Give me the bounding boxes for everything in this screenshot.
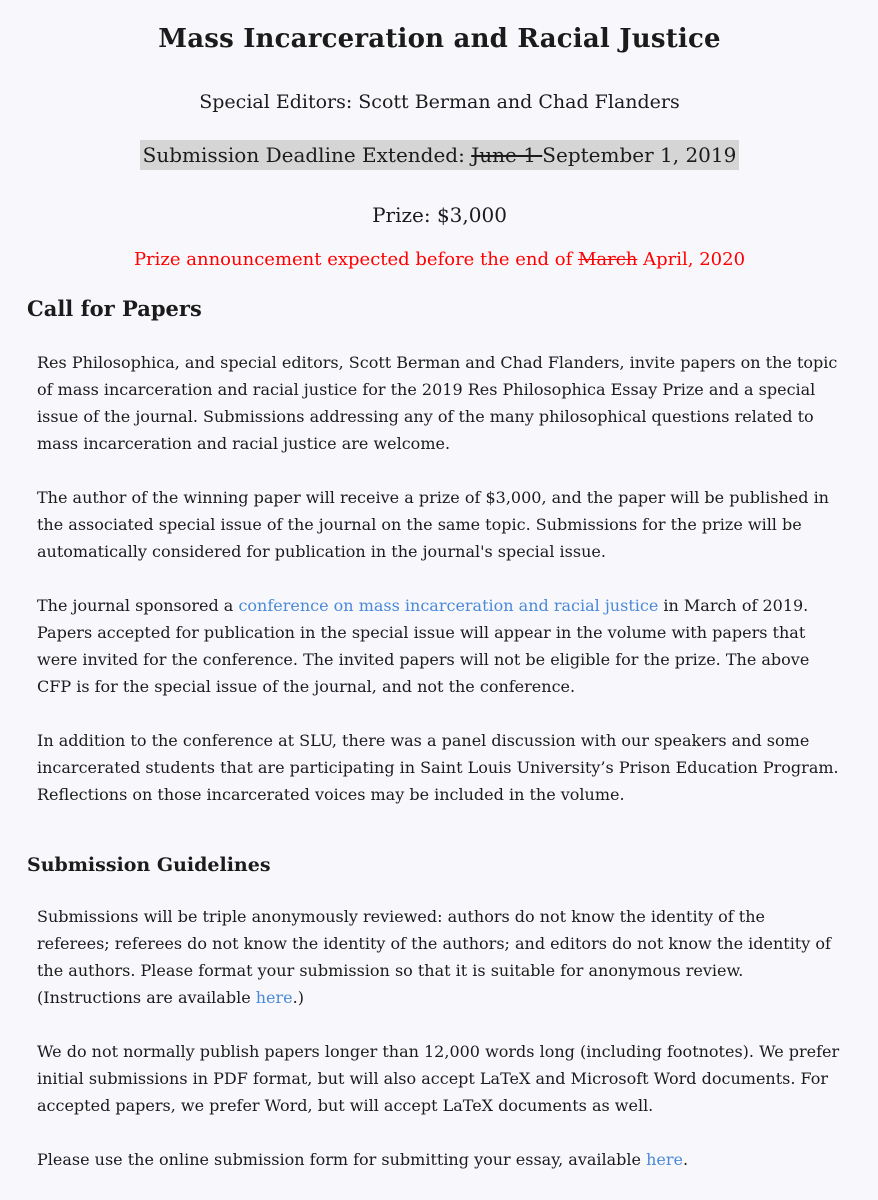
review-post-text: .) — [292, 988, 304, 1007]
editors-line: Special Editors: Scott Berman and Chad Flanders — [199, 91, 680, 113]
announcement-new-date: April, 2020 — [637, 249, 746, 270]
call-for-papers-heading: Call for Papers — [27, 296, 202, 321]
instructions-link[interactable]: here — [255, 988, 293, 1007]
deadline-highlight — [140, 140, 740, 170]
paragraph-anonymous-review — [37, 903, 841, 1011]
paragraph-panel-discussion: In addition to the conference at SLU, there was a panel discussion with our speakers and some incarcerated students that are participating in Saint Louis University’s Prison Education Program. Reflections on those incarcerated voices may be included in the volume. — [37, 731, 839, 804]
deadline-line — [27, 143, 852, 167]
conference-link[interactable]: conference on mass incarceration and racial justice — [238, 596, 659, 615]
submit-post-text: . — [682, 1150, 689, 1169]
prize-announcement-line — [27, 249, 852, 270]
paragraph-intro: Res Philosophica, and special editors, Scott Berman and Chad Flanders, invite papers on the topic of mass incarceration and racial justice for the 2019 Res Philosophica Essay Prize and a special issue of the journal. Submissions addressing any of the many philosophical questions related to mass incarceration and racial justice are welcome. — [37, 353, 838, 453]
conference-post-text: in March of 2019. Papers accepted for publication in the special issue will appear in the volume with papers that were invited for the conference. The invited papers will not be eligible for the prize. The above CFP is for the special issue of the journal, and not the conference. — [37, 596, 810, 696]
announcement-old-month: March — [577, 249, 638, 270]
paragraph-submission-form — [37, 1146, 841, 1173]
deadline-prefix-text: Submission Deadline Extended: — [142, 143, 472, 167]
prize-line: Prize: $3,000 — [372, 203, 507, 227]
submission-form-link[interactable]: here — [646, 1150, 683, 1169]
submit-pre-text: Please use the online submission form for submitting your essay, available — [37, 1150, 647, 1169]
paragraph-conference — [37, 592, 841, 700]
page-title: Mass Incarceration and Racial Justice — [158, 24, 721, 54]
paragraph-prize-details: The author of the winning paper will receive a prize of $3,000, and the paper will be published in the associated special issue of the journal on the same topic. Submissions for the prize will be automatically considered for publication in the journal's special issue. — [37, 488, 829, 561]
submission-guidelines-heading: Submission Guidelines — [27, 854, 271, 876]
conference-pre-text: The journal sponsored a — [37, 596, 239, 615]
review-pre-text: Submissions will be triple anonymously reviewed: authors do not know the identity of the referees; referees do not know the identity of the authors; and editors do not know the identity of the authors. Please format your submission so that it is suitable for anonymous review. (Instructions are available — [37, 907, 831, 1007]
deadline-new-date: September 1, 2019 — [542, 143, 737, 167]
paragraph-format-requirements: We do not normally publish papers longer than 12,000 words long (including footnotes). We prefer initial submissions in PDF format, but will also accept LaTeX and Microsoft Word documents. For accepted papers, we prefer Word, but will accept LaTeX documents as well. — [37, 1042, 840, 1115]
deadline-old-date: June 1 — [471, 143, 543, 167]
announcement-prefix-text: Prize announcement expected before the end of — [133, 249, 578, 270]
